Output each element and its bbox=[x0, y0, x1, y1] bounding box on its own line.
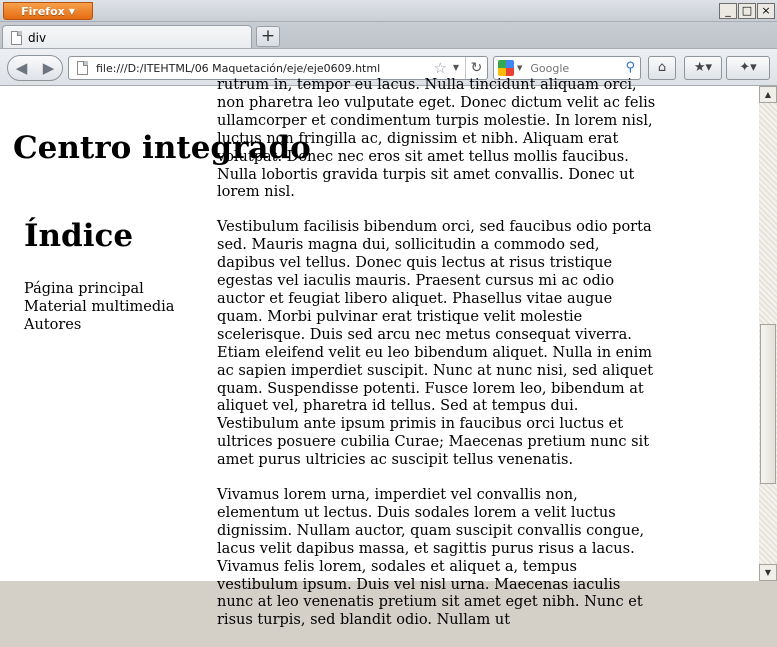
history-dropdown-icon[interactable]: ▼ bbox=[452, 63, 459, 72]
google-icon[interactable] bbox=[498, 60, 514, 76]
index-sidebar bbox=[24, 218, 204, 334]
tab-bar bbox=[0, 22, 777, 48]
window-controls bbox=[719, 3, 775, 19]
new-tab-button[interactable]: + bbox=[256, 26, 280, 47]
scroll-down-icon[interactable]: ▼ bbox=[759, 564, 777, 581]
page-icon bbox=[11, 31, 22, 45]
vertical-scrollbar[interactable] bbox=[759, 86, 777, 581]
addons-button[interactable] bbox=[726, 56, 770, 80]
page-title: Centro integrado bbox=[13, 130, 311, 166]
search-input[interactable] bbox=[530, 62, 620, 75]
home-icon: ⌂ bbox=[657, 60, 667, 75]
tab-title: div bbox=[28, 30, 47, 45]
page-viewport bbox=[0, 77, 759, 629]
bookmarks-icon: ★▾ bbox=[693, 60, 713, 75]
url-text: file:///D:/ITEHTML/06 Maquetación/eje/eje0609.html bbox=[96, 61, 381, 75]
reload-icon[interactable]: ↻ bbox=[465, 57, 487, 79]
back-forward-group bbox=[7, 55, 63, 81]
link-material-multimedia[interactable]: Material multimedia bbox=[24, 299, 175, 315]
forward-icon[interactable]: ▶ bbox=[42, 59, 55, 77]
bookmark-star-icon[interactable]: ☆ bbox=[433, 59, 447, 77]
maximize-button[interactable]: □ bbox=[738, 3, 756, 19]
index-list bbox=[24, 280, 204, 334]
page-icon bbox=[77, 61, 88, 75]
minimize-button[interactable]: _ bbox=[719, 3, 737, 19]
close-button[interactable]: × bbox=[757, 3, 775, 19]
title-bar bbox=[0, 0, 777, 22]
scroll-up-icon[interactable]: ▲ bbox=[759, 86, 777, 103]
list-item bbox=[24, 280, 204, 298]
scrollbar-thumb[interactable] bbox=[760, 324, 776, 484]
list-item bbox=[24, 298, 204, 316]
firefox-menu-label: Firefox bbox=[21, 4, 65, 18]
paragraph: Vestibulum facilisis bibendum orci, sed faucibus odio porta sed. Mauris magna dui, sollicitudin a commodo sed, dapibus vel tellus. Donec quis lectus at risus tristique egestas vel iaculis mauris. Praesent cursus mi ac odio auctor et feugiat libero aliquet. Phasellus vitae augue quam. Morbi pulvinar erat tristique velit molestie scelerisque. Duis sed arcu nec metus consequat viverra. Etiam eleifend velit eu leo bibendum aliquet. Nulla in enim ac sapien imperdiet suscipit. Nunc at nunc nisi, sed aliquet quam. Suspendisse potenti. Fusce lorem leo, bibendum at aliquet vel, pharetra id tellus. Sed at tempus dui. Vestibulum ante ipsum primis in faucibus orci luctus et ultrices posuere cubilia Curae; Maecenas pretium nunc sit amet purus ultricies ac suscipit tellus venenatis. bbox=[217, 219, 654, 469]
search-icon[interactable]: ⚲ bbox=[625, 60, 635, 75]
link-pagina-principal[interactable]: Página principal bbox=[24, 281, 144, 297]
paragraph: Vivamus lorem urna, imperdiet vel convallis non, elementum ut lectus. Duis sodales lorem a velit luctus dignissim. Nullam auctor, quam suscipit convallis congue, lacus velit dapibus massa, et sagittis purus risus a lacus. Vivamus felis lorem, sodales et aliquet a, tempus vestibulum ipsum. Duis vel nisl urna. Maecenas iaculis nunc at leo venenatis pretium sit amet eget nibh. Nunc et risus turpis, sed blandit odio. Nullam ut bbox=[217, 487, 645, 629]
caret-down-icon: ▼ bbox=[68, 6, 75, 16]
tab-div[interactable] bbox=[2, 25, 252, 49]
paragraph: rutrum in, tempor eu lacus. Nulla tincidunt aliquam orci, non pharetra leo vulputate eget. Donec dictum velit ac felis ullamcorper et condimentum turpis molestie. In lorem nisl, luctus non fringilla ac, dignissim et nibh. Aliquam erat volutpat. Donec nec eros sit amet tellus mollis faucibus. Nulla lobortis gravida turpis sit amet convallis. Donec ut lorem nisl. bbox=[217, 77, 656, 201]
index-heading: Índice bbox=[24, 218, 134, 254]
firefox-menu-button[interactable] bbox=[3, 2, 93, 20]
list-item bbox=[24, 316, 204, 334]
puzzle-icon: ✦▾ bbox=[739, 60, 757, 75]
search-engine-dropdown-icon[interactable]: ▼ bbox=[517, 64, 523, 72]
link-autores[interactable]: Autores bbox=[24, 317, 82, 333]
bookmarks-button[interactable] bbox=[684, 56, 722, 80]
back-icon[interactable]: ◀ bbox=[15, 59, 28, 77]
